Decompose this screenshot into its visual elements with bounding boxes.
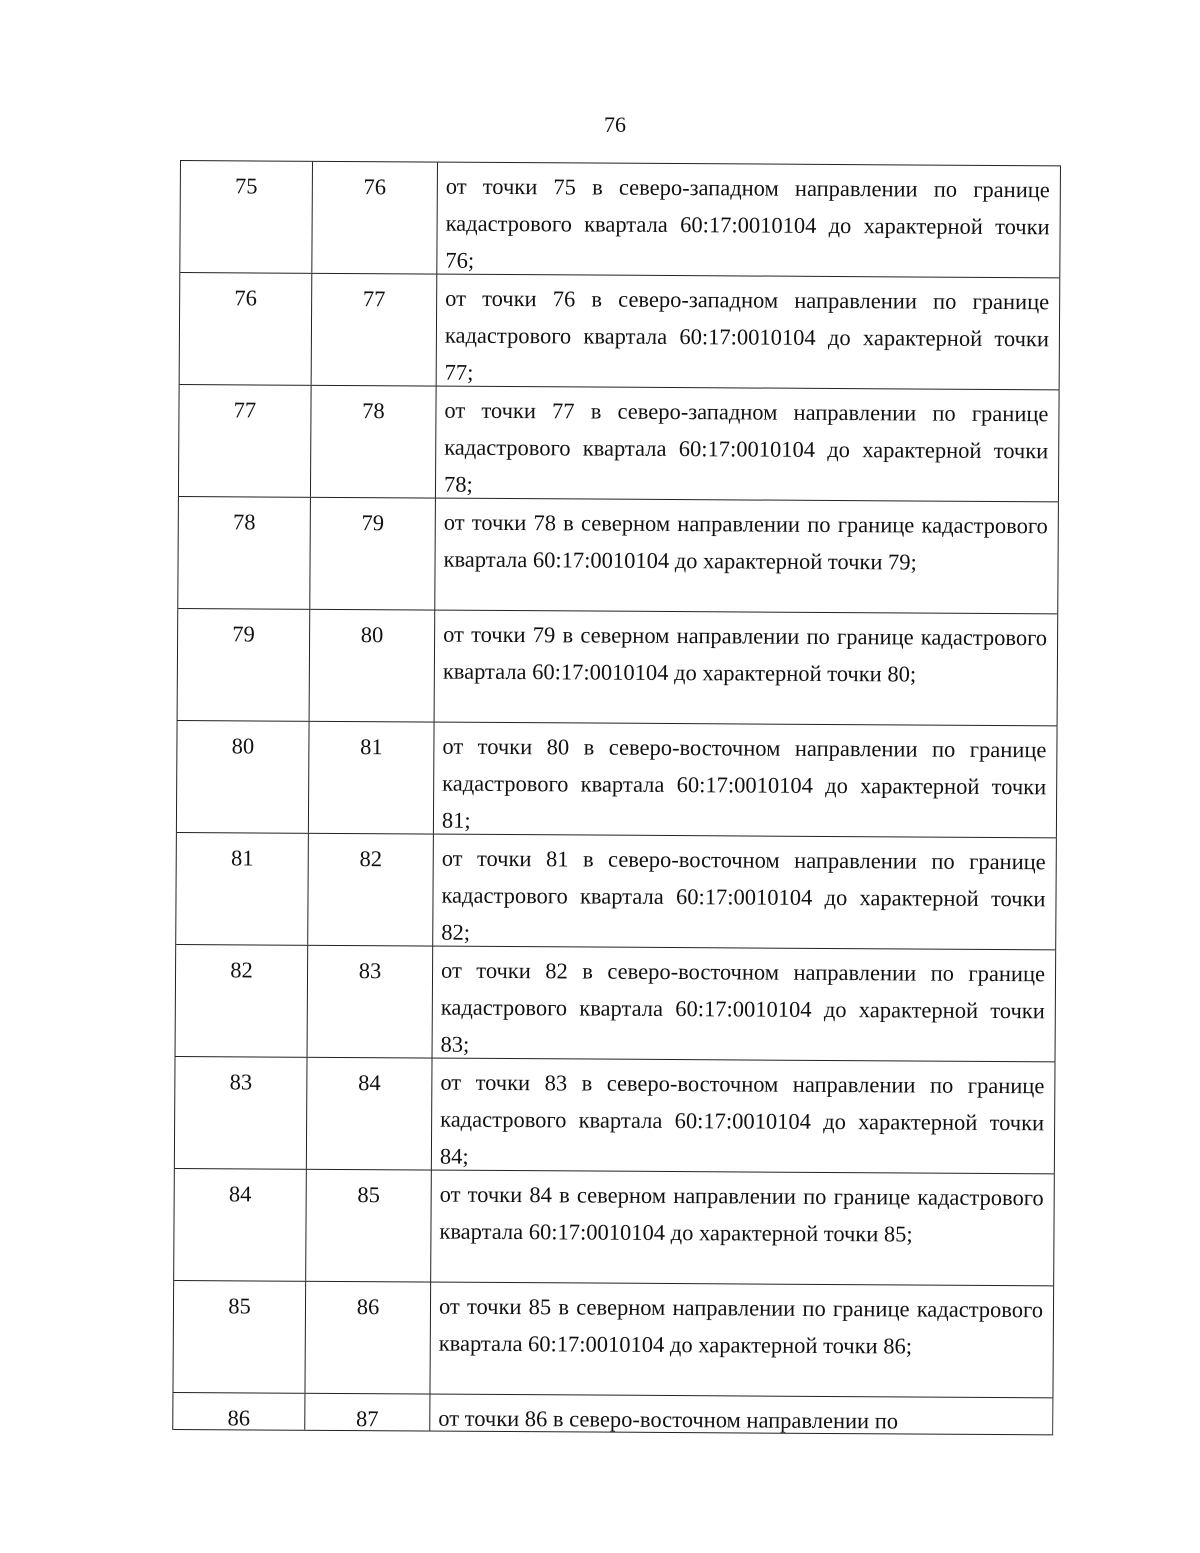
segment-description: от точки 84 в северном направлении по границе кадастрового квартала 60:17:0010104 до характерной точки 85; (431, 1171, 1055, 1286)
segment-description: от точки 81 в северо-восточном направлении по границе кадастрового квартала 60:17:0010104 до характерной точки 82; (433, 835, 1057, 950)
to-point: 80 (310, 610, 436, 722)
table-row (179, 385, 1060, 502)
from-point: 76 (180, 273, 313, 385)
from-point: 77 (179, 385, 312, 497)
from-point: 82 (176, 945, 309, 1057)
from-point: 78 (178, 497, 311, 609)
table-row (177, 721, 1058, 838)
segment-description: от точки 83 в северо-восточном направлении по границе кадастрового квартала 60:17:0010104 до характерной точки 84; (432, 1059, 1056, 1174)
table-row (173, 1393, 1053, 1435)
table-row (173, 1281, 1054, 1398)
from-point: 80 (177, 721, 310, 833)
from-point: 81 (176, 833, 309, 945)
from-point: 79 (178, 609, 311, 721)
to-point: 83 (308, 946, 434, 1058)
from-point: 75 (180, 161, 313, 273)
segment-description: от точки 79 в северном направлении по границе кадастрового квартала 60:17:0010104 до характерной точки 80; (435, 611, 1059, 726)
table-row (178, 497, 1059, 614)
to-point: 81 (309, 722, 435, 834)
segment-description: от точки 78 в северном направлении по границе кадастрового квартала 60:17:0010104 до характерной точки 79; (435, 499, 1059, 614)
table-row (176, 833, 1057, 950)
to-point: 86 (305, 1282, 431, 1394)
segment-description: от точки 82 в северо-восточном направлении по границе кадастрового квартала 60:17:0010104 до характерной точки 83; (433, 947, 1057, 1062)
to-point: 87 (305, 1394, 430, 1431)
table-row (180, 273, 1061, 390)
to-point: 79 (310, 498, 436, 610)
page-number: 76 (604, 112, 626, 137)
to-point: 76 (312, 162, 438, 274)
from-point: 85 (173, 1281, 306, 1393)
table-row (178, 609, 1059, 726)
segment-description: от точки 80 в северо-восточном направлении по границе кадастрового квартала 60:17:0010104 до характерной точки 81; (434, 723, 1058, 838)
to-point: 82 (308, 834, 434, 946)
segment-description: от точки 75 в северо-западном направлении по границе кадастрового квартала 60:17:0010104 до характерной точки 76; (437, 163, 1061, 278)
to-point: 85 (306, 1170, 432, 1282)
boundary-table (172, 160, 1061, 1435)
table-row (180, 161, 1061, 278)
table-row (176, 945, 1057, 1062)
to-point: 77 (312, 274, 438, 386)
table-row (174, 1169, 1055, 1286)
segment-description: от точки 76 в северо-западном направлении по границе кадастрового квартала 60:17:0010104 до характерной точки 77; (437, 275, 1061, 390)
segment-description: от точки 85 в северном направлении по границе кадастрового квартала 60:17:0010104 до характерной точки 86; (430, 1283, 1054, 1398)
segment-description: от точки 77 в северо-западном направлении по границе кадастрового квартала 60:17:0010104 до характерной точки 78; (436, 387, 1060, 502)
from-point: 83 (175, 1057, 308, 1169)
segment-description: от точки 86 в северо-восточном направлении по (430, 1395, 1053, 1435)
from-point: 84 (174, 1169, 307, 1281)
table-row (175, 1057, 1056, 1174)
to-point: 84 (307, 1058, 433, 1170)
to-point: 78 (311, 386, 437, 498)
from-point: 86 (173, 1393, 305, 1430)
